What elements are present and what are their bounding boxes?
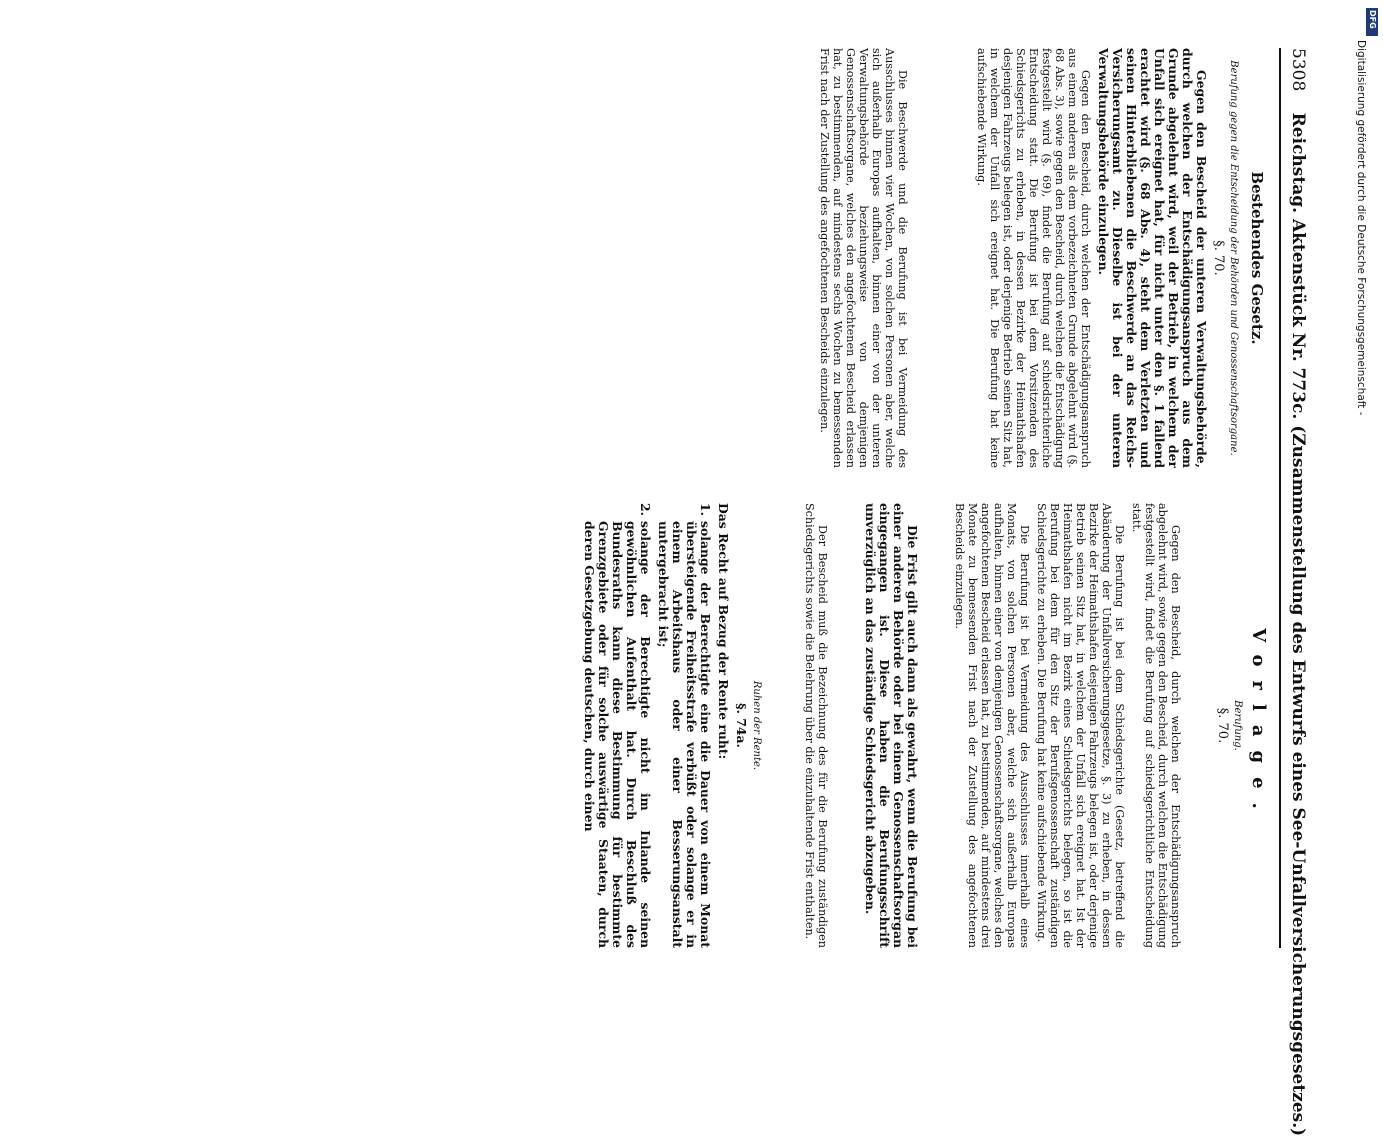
left-section-number: §. 70. xyxy=(1211,240,1226,276)
right-section-number: §. 70. xyxy=(1215,707,1230,744)
rente-intro: Das Recht auf Bezug der Rente ruht: xyxy=(716,503,731,760)
left-paragraph: Gegen den Bescheid, durch welchen der Entschädigungsanspruch aus einem anderen als dem vorbezeichneten Grunde abgelehnt wird (§. 68 Abs. 3), sowie gegen den Bescheid, durch welchen die Entschädigung festgestellt wird (§. 69), findet die Berufung auf schiedsrichterliche Entscheidung statt. Die Berufung ist bei dem Vorsitzenden des Schiedsgerichts zu erheben, in dessen Bezirke der Heimathshafen desjenigen Fahrzeugs belegen ist, oder derjenige Betrieb seinen Sitz hat, in welchem der Unfall sich ereignet hat. Die Berufung hat keine aufschiebende Wirkung. xyxy=(975,48,1092,468)
right-column xyxy=(578,503,1267,948)
right-paragraph: Die Berufung ist bei dem Schiedsgerichte (Gesetz, betreffend die Abänderung der Unfallversicherungsgesetze, §. 3) zu erheben, in dessen Bezirke der Heimathshafen desjenigen Fahrzeugs belegen ist, oder derjenige Betrieb seinen Sitz hat, in welchem der Unfall sich ereignet hat. Ist der Heimathshafen nicht im Bezirk eines Schiedsgerichts belegen, so ist die Berufung bei dem für den Sitz der Berufsgenossenschaft zuständigen Schiedsgerichte zu erheben. Die Berufung hat keine aufschiebende Wirkung. xyxy=(1035,503,1126,948)
left-column-title: Bestehendes Gesetz. xyxy=(1248,171,1266,345)
left-column xyxy=(814,48,1267,468)
right-paragraph: Die Frist gilt auch dann als gewahrt, wenn die Berufung bei einer anderen Behörde oder bei einem Genossenschaftsorgan eingegangen ist. Diese haben die Berufungsschrift unverzüglich an das zuständige Schiedsgericht abzugeben. xyxy=(863,503,920,948)
list-item: 2.solange der Berechtigte nicht im Inlande seinen gewöhnlichen Aufenthalt hat. Durch Beschluß des Bundesraths kann diese Bestimmung für bestimmte Grenzgebiete oder für solche auswärtige Staaten, durch deren Gesetzgebung deutschen, durch einen xyxy=(582,503,653,948)
right-rubric: Berufung. xyxy=(1232,700,1243,751)
dfg-logo: DFG xyxy=(1366,8,1378,36)
right-paragraph: Gegen den Bescheid, durch welchen der Entschädigungsanspruch abgelehnt wird, sowie gegen den Bescheid, durch welchen die Entschädigung festgestellt wird, findet die Berufung auf schiedsgerichtliche Entscheidung statt. xyxy=(1130,503,1182,948)
right-paragraph: Der Bescheid muß die Bezeichnung des für die Berufung zuständigen Schiedsgerichts sowie die Belehrung über die einzuhaltende Frist enthalten. xyxy=(803,503,829,948)
credit-text: Digitalisierung gefördert durch die Deutsche Forschungsgemeinschaft - xyxy=(1355,40,1367,416)
rente-list xyxy=(582,503,730,948)
right-column-title: Vorlage. xyxy=(1248,628,1269,823)
right-section-number-2: §. 74a. xyxy=(734,703,749,748)
right-rubric-2: Ruhen der Rente. xyxy=(751,680,762,771)
left-paragraph: Die Beschwerde und die Berufung ist bei Vermeidung des Ausschlusses binnen vier Wochen, von solchen Personen aber, welche sich außerhalb Europas aufhalten, binnen einer von der unteren Verwaltungsbehörde beziehungsweise von demjenigen Genossenschaftsorgane, welches den angefochtenen Bescheid erlassen hat, zu bestimmenden, auf mindestens sechs Wochen zu bemessenden Frist nach der Zustellung des angefochtenen Bescheids einzulegen. xyxy=(818,48,909,468)
list-item: 1.solange der Berechtigte eine die Dauer von einem Monat übersteigende Freiheitsstrafe verbüßt oder solange er in einem Arbeitshaus oder einer Besserungsanstalt untergebracht ist; xyxy=(656,503,713,948)
left-rubric: Berufung gegen die Entscheidung der Behörden und Genossenschaftsorgane. xyxy=(1228,60,1239,456)
page-number: 5308 xyxy=(1288,48,1308,92)
digitization-credit xyxy=(1345,40,1377,960)
page-header xyxy=(1279,48,1315,1136)
document-page xyxy=(75,48,1315,1136)
right-paragraph: Die Berufung ist bei Vermeidung des Ausschlusses innerhalb eines Monats, von solchen Personen aber, welche sich außerhalb Europas aufhalten, binnen einer von demjenigen Genossenschaftsorgane, welches den angefochtenen Bescheid erlassen hat, zu bestimmenden, auf mindestens drei Monate zu bemessenden Frist nach der Zustellung des angefochtenen Bescheids einzulegen. xyxy=(953,503,1031,948)
running-title: Reichstag. Aktenstück Nr. 773c. (Zusammenstellung des Entwurfs eines See-Unfallversicherungsgesetzes.) xyxy=(1288,112,1308,1136)
left-paragraph: Gegen den Bescheid der unteren Verwaltungsbehörde, durch welchen der Entschädigungsanspruch aus dem Grunde abgelehnt wird, weil der Betrieb, in welchem der Unfall sich ereignet hat, für nicht unter den §. 1 fallend erachtet wird (§. 68 Abs. 4), steht dem Verletzten und seinen Hinterbliebenen die Beschwerde an das Reichs-Versicherungsamt zu. Dieselbe ist bei der unteren Verwaltungsbehörde einzulegen. xyxy=(1096,48,1209,468)
